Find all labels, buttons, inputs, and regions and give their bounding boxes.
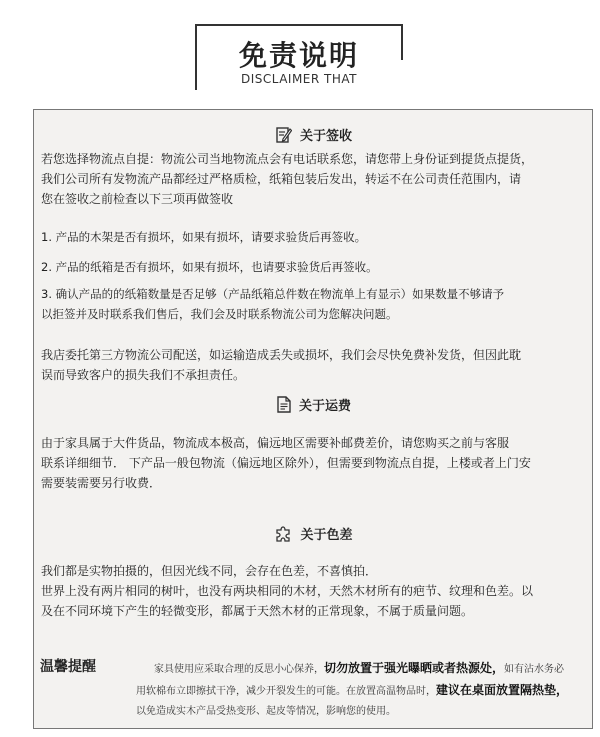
text-line: 您在签收之前检查以下三项再做签收 bbox=[41, 192, 234, 206]
text-line: 以免造成实木产品受热变形、起皮等情况，影响您的使用。 bbox=[136, 706, 396, 717]
section-color-label: 关于色差 bbox=[300, 528, 353, 543]
text-line: 由于家具属于大件货品，物流成本极高，偏远地区需要补邮费差价，请您购买之前与客服 bbox=[41, 436, 510, 450]
section-color-title bbox=[34, 524, 594, 546]
page-subtitle: DISCLAIMER THAT bbox=[240, 72, 358, 86]
text-line: 3. 确认产品的的纸箱数量是否足够（产品纸箱总件数在物流单上有显示）如果数量不够请予 bbox=[41, 287, 505, 301]
text-line: 误而导致客户的损失我们不承担责任。 bbox=[41, 368, 246, 382]
warm-emphasis: 建议在桌面放置隔热垫， bbox=[436, 683, 569, 697]
signing-intro bbox=[41, 149, 586, 209]
pen-document-icon bbox=[276, 126, 292, 147]
text-line: 我们公司所有发物流产品都经过严格质检，纸箱包装后发出，转运不在公司责任范围内，请 bbox=[41, 172, 522, 186]
shipping-body bbox=[41, 433, 586, 493]
warm-text: 家具使用应采取合理的反思小心保养， bbox=[154, 664, 324, 675]
text-line: 世界上没有两片相同的树叶，也没有两块相同的木材，天然木材所有的疤节、纹理和色差。以 bbox=[41, 584, 534, 598]
section-shipping-label: 关于运费 bbox=[298, 399, 351, 414]
signing-item-3 bbox=[41, 284, 586, 324]
text-line: 及在不同环境下产生的轻微变形，都属于天然木材的正常现象，不属于质量问题。 bbox=[41, 604, 474, 618]
color-body bbox=[41, 561, 586, 621]
disclaimer-panel bbox=[33, 109, 593, 729]
section-signing-title bbox=[34, 125, 594, 147]
text-line bbox=[136, 658, 586, 680]
page-title: 免责说明 bbox=[238, 39, 359, 72]
text-line: 我们都是实物拍摄的，但因光线不同，会存在色差，不喜慎拍． bbox=[41, 564, 378, 578]
signing-note bbox=[41, 345, 586, 385]
section-signing-label: 关于签收 bbox=[299, 129, 352, 144]
text-line: 以拒签并及时联系我们售后，我们会及时联系物流公司为您解决问题。 bbox=[41, 307, 398, 321]
text-line: 若您选择物流点自提：物流公司当地物流点会有电话联系您，请您带上身份证到提货点提货， bbox=[41, 152, 534, 166]
document-icon bbox=[277, 396, 291, 417]
puzzle-icon bbox=[275, 525, 292, 546]
text-line: 需要装需要另行收费． bbox=[41, 476, 162, 490]
text-line bbox=[136, 680, 586, 702]
text-line: 联系详细细节． 下产品一般包物流（偏远地区除外），但需要到物流点自提，上楼或者上门安 bbox=[41, 456, 531, 470]
warm-text: 如有沾水务必 bbox=[504, 664, 565, 675]
signing-item-2: 2. 产品的纸箱是否有损坏，如果有损坏，也请要求验货后再签收。 bbox=[41, 260, 378, 274]
header bbox=[195, 24, 403, 94]
header-frame-foot bbox=[195, 89, 197, 90]
text-line: 我店委托第三方物流公司配送，如运输造成丢失或损坏，我们会尽快免费补发货，但因此耽 bbox=[41, 348, 522, 362]
warm-reminder-title: 温馨提醒 bbox=[40, 659, 96, 675]
warm-emphasis: 切勿放置于强光曝晒或者热源处， bbox=[324, 661, 505, 675]
warm-text: 用软棉布立即擦拭干净，减少开裂发生的可能。在放置高温物品时， bbox=[136, 686, 436, 697]
warm-reminder-body bbox=[136, 658, 586, 722]
signing-item-1: 1. 产品的木架是否有损坏，如果有损坏，请要求验货后再签收。 bbox=[41, 230, 367, 244]
section-shipping-title bbox=[34, 395, 594, 417]
